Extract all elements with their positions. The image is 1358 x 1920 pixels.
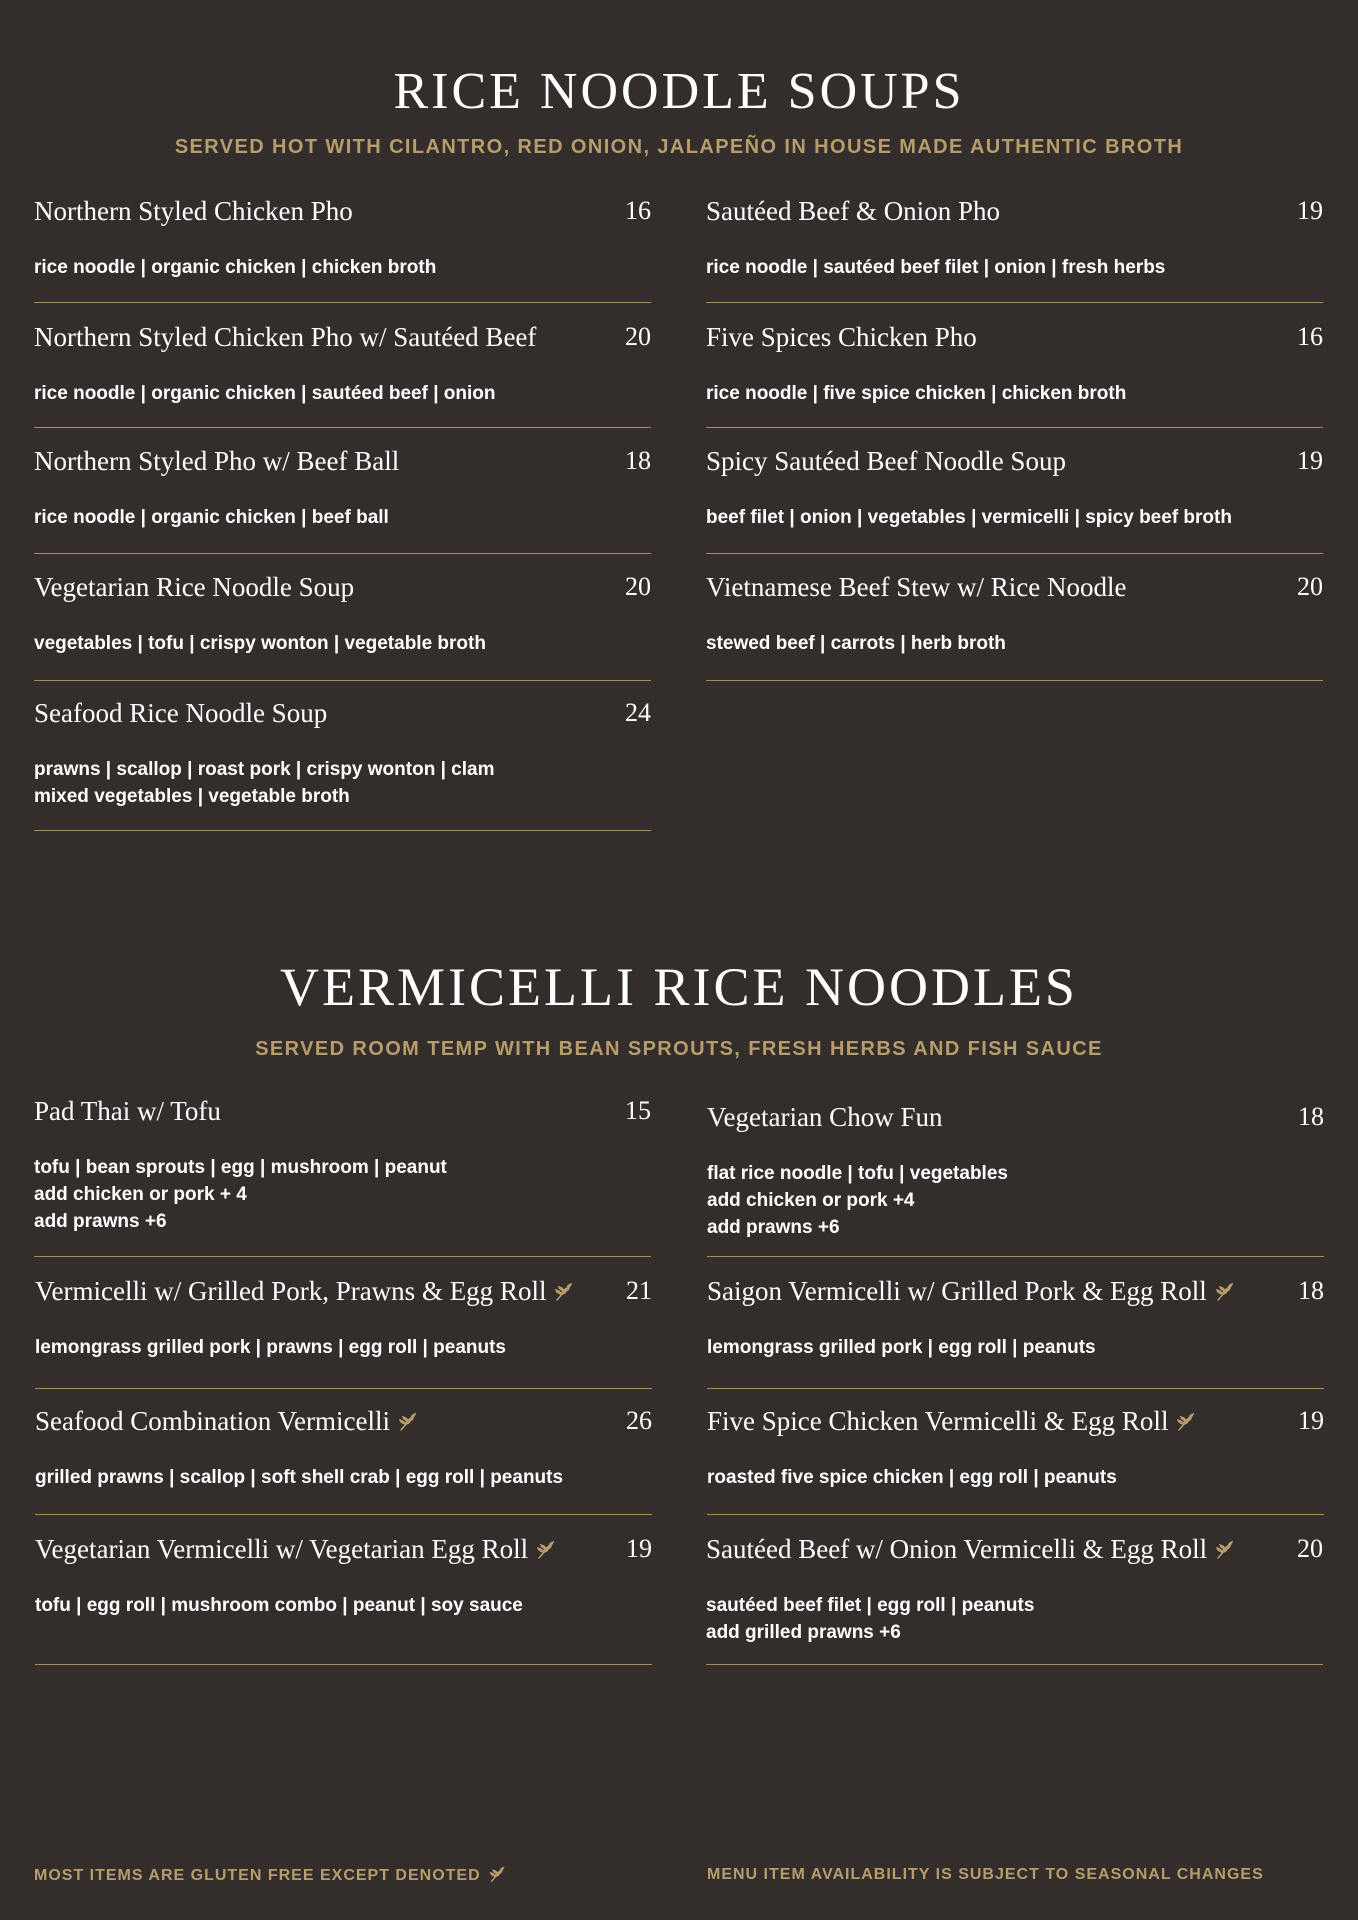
menu-item-description-line: add chicken or pork +4 (707, 1190, 915, 1211)
menu-item-description-line: beef filet | onion | vegetables | vermicelli | spicy beef broth (706, 507, 1232, 528)
section-title-soups: RICE NOODLE SOUPS (393, 63, 965, 120)
menu-item-description (34, 1154, 447, 1235)
menu-item-price: 26 (626, 1406, 652, 1435)
menu-item-name-text: Vietnamese Beef Stew w/ Rice Noodle (706, 572, 1127, 602)
wheat-icon (489, 1866, 506, 1883)
menu-item-description-line: add grilled prawns +6 (706, 1622, 901, 1643)
menu-item-name-text: Saigon Vermicelli w/ Grilled Pork & Egg Roll (707, 1276, 1207, 1306)
menu-item-price: 18 (1298, 1276, 1324, 1305)
menu-item-name (34, 1096, 221, 1127)
menu-item-price: 20 (1297, 1534, 1323, 1563)
menu-item-name-text: Sautéed Beef w/ Onion Vermicelli & Egg Roll (706, 1534, 1208, 1564)
menu-item-description-line: flat rice noodle | tofu | vegetables (707, 1163, 1008, 1184)
menu-item-price: 19 (1297, 196, 1323, 225)
menu-item (706, 446, 1323, 554)
menu-item-price: 18 (625, 446, 651, 475)
menu-item-price: 21 (626, 1276, 652, 1305)
menu-item-name-text: Vegetarian Rice Noodle Soup (34, 572, 355, 602)
menu-item-description (706, 1592, 1034, 1646)
menu-item-name (706, 1534, 1235, 1565)
menu-item-description-line: roasted five spice chicken | egg roll | peanuts (707, 1467, 1117, 1488)
section-subtitle-soups: SERVED HOT WITH CILANTRO, RED ONION, JALAPEÑO IN HOUSE MADE AUTHENTIC BROTH (174, 136, 1184, 158)
menu-item-description (707, 1464, 1117, 1491)
menu-item-description-line: rice noodle | sautéed beef filet | onion | fresh herbs (706, 257, 1166, 278)
menu-item-description (707, 1334, 1096, 1361)
menu-item-description (34, 504, 389, 531)
menu-item-price: 24 (625, 698, 651, 727)
menu-item-price: 19 (626, 1534, 652, 1563)
menu-item (34, 572, 651, 681)
menu-item-description-line: vegetables | tofu | crispy wonton | vegetable broth (34, 633, 486, 654)
menu-item-name (707, 1276, 1235, 1307)
menu-item (707, 1102, 1324, 1257)
wheat-icon (536, 1536, 556, 1556)
menu-item-description (35, 1464, 563, 1491)
menu-item-name (34, 446, 399, 477)
menu-item-description (706, 630, 1006, 657)
menu-item (35, 1276, 652, 1389)
section-title-vermicelli: VERMICELLI RICE NOODLES (280, 957, 1078, 1017)
wheat-icon (554, 1278, 574, 1298)
menu-item-price: 16 (1297, 322, 1323, 351)
menu-item-description (34, 380, 496, 407)
menu-item-name (34, 698, 327, 729)
menu-item-name-text: Northern Styled Chicken Pho (34, 196, 353, 226)
menu-item-name-text: Pad Thai w/ Tofu (34, 1096, 221, 1126)
menu-item-description-line: stewed beef | carrots | herb broth (706, 633, 1006, 654)
menu-item-description-line: add chicken or pork + 4 (34, 1184, 247, 1205)
menu-item-description (34, 630, 486, 657)
wheat-icon (1176, 1408, 1196, 1428)
menu-item-description-line: lemongrass grilled pork | egg roll | peanuts (707, 1337, 1096, 1358)
menu-item-name (34, 322, 536, 353)
menu-item-price: 18 (1298, 1102, 1324, 1131)
menu-item-description-line: sautéed beef filet | egg roll | peanuts (706, 1595, 1035, 1616)
menu-item (706, 572, 1323, 681)
menu-item-description (35, 1334, 506, 1361)
gluten-free-note (34, 1866, 506, 1885)
menu-item-name (35, 1276, 574, 1307)
menu-item-name (706, 322, 977, 353)
menu-item-name-text: Sautéed Beef & Onion Pho (706, 196, 1000, 226)
menu-item (35, 1534, 652, 1665)
menu-item-description (35, 1592, 523, 1619)
menu-item-name-text: Northern Styled Pho w/ Beef Ball (34, 446, 400, 476)
menu-item-price: 20 (1297, 572, 1323, 601)
menu-item-name-text: Spicy Sautéed Beef Noodle Soup (706, 446, 1066, 476)
wheat-icon (1215, 1536, 1235, 1556)
menu-item-description-line: add prawns +6 (34, 1211, 167, 1232)
wheat-icon (398, 1408, 418, 1428)
gluten-note-text: MOST ITEMS ARE GLUTEN FREE EXCEPT DENOTED (34, 1867, 481, 1884)
menu-item (706, 1534, 1323, 1665)
menu-item-description (706, 380, 1126, 407)
menu-item (34, 1096, 651, 1257)
menu-item-price: 20 (625, 322, 651, 351)
menu-item-description-line: tofu | bean sprouts | egg | mushroom | peanut (34, 1157, 447, 1178)
menu-item-description (706, 254, 1165, 281)
menu-item-name (34, 572, 354, 603)
menu-item-name-text: Vermicelli w/ Grilled Pork, Prawns & Egg Roll (35, 1276, 547, 1306)
menu-item-description-line: prawns | scallop | roast pork | crispy wonton | clam (34, 759, 495, 780)
menu-item-price: 16 (625, 196, 651, 225)
menu-item (35, 1406, 652, 1515)
menu-item (34, 446, 651, 554)
menu-item-description-line: rice noodle | organic chicken | chicken broth (34, 257, 437, 278)
menu-item-description (706, 504, 1232, 531)
menu-item-price: 20 (625, 572, 651, 601)
menu-item-name-text: Seafood Rice Noodle Soup (34, 698, 328, 728)
menu-item-description (34, 254, 436, 281)
wheat-icon (1215, 1278, 1235, 1298)
menu-item-price: 15 (625, 1096, 651, 1125)
menu-item-name-text: Northern Styled Chicken Pho w/ Sautéed Beef (34, 322, 537, 352)
menu-item-name-text: Vegetarian Vermicelli w/ Vegetarian Egg Roll (35, 1534, 529, 1564)
menu-item-name (706, 572, 1127, 603)
menu-item-description-line: grilled prawns | scallop | soft shell crab | egg roll | peanuts (35, 1467, 564, 1488)
menu-item-description (34, 756, 495, 810)
menu-item-description (707, 1160, 1008, 1241)
menu-item-description-line: tofu | egg roll | mushroom combo | peanut | soy sauce (35, 1595, 523, 1616)
menu-item-description-line: rice noodle | five spice chicken | chicken broth (706, 383, 1127, 404)
menu-item (706, 322, 1323, 428)
menu-item-description-line: add prawns +6 (707, 1217, 840, 1238)
menu-item-name (707, 1102, 942, 1133)
menu-item-price: 19 (1297, 446, 1323, 475)
menu-item-name (707, 1406, 1196, 1437)
menu-item (706, 196, 1323, 303)
menu-item-name-text: Five Spices Chicken Pho (706, 322, 977, 352)
menu-item-name (34, 196, 353, 227)
menu-item-description-line: rice noodle | organic chicken | beef ball (34, 507, 389, 528)
menu-item-name-text: Vegetarian Chow Fun (707, 1102, 943, 1132)
menu-item-name (35, 1406, 418, 1437)
menu-item-name (706, 196, 1000, 227)
menu-item (707, 1276, 1324, 1389)
menu-item (34, 322, 651, 428)
menu-item-price: 19 (1298, 1406, 1324, 1435)
menu-item (34, 196, 651, 303)
menu-item-name-text: Five Spice Chicken Vermicelli & Egg Roll (707, 1406, 1169, 1436)
menu-item-name (706, 446, 1066, 477)
menu-item-description-line: mixed vegetables | vegetable broth (34, 786, 350, 807)
menu-item-description-line: rice noodle | organic chicken | sautéed beef | onion (34, 383, 496, 404)
menu-item-name (35, 1534, 556, 1565)
menu-item (707, 1406, 1324, 1515)
menu-item-name-text: Seafood Combination Vermicelli (35, 1406, 390, 1436)
availability-note: MENU ITEM AVAILABILITY IS SUBJECT TO SEASONAL CHANGES (707, 1866, 1264, 1883)
section-subtitle-vermicelli: SERVED ROOM TEMP WITH BEAN SPROUTS, FRESH HERBS AND FISH SAUCE (255, 1038, 1103, 1060)
menu-item-description-line: lemongrass grilled pork | prawns | egg roll | peanuts (35, 1337, 506, 1358)
menu-item (34, 698, 651, 831)
